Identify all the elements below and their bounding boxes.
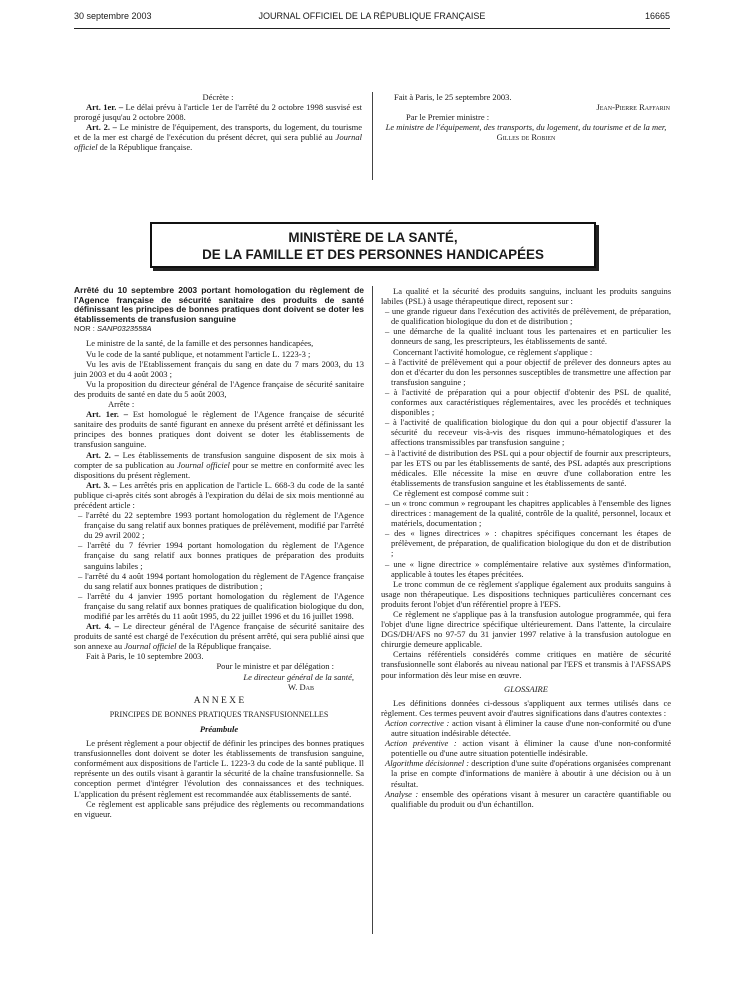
definition: Action préventive : action visant à éliminer la cause d'une non-conformité potentielle ou d'une autre situation potentielle indésirable. [385, 738, 672, 759]
decrete: Décrète : [202, 92, 234, 102]
ministry-box [150, 222, 596, 268]
autologue: Ce règlement ne s'applique pas à la transfusion autologue programmée, qui fera l'objet d'une ligne directrice spécifique ultérieurement. Dans l'attente, la circulaire DGS/DH/AFS no 97-57 du 31 janvier 1997 relative à la transfusion autologue en chirurgie demeure applicable. [381, 609, 671, 650]
top-right-column [382, 92, 670, 142]
article-3: Art. 3. – Les arrêtés pris en application de l'article L. 668-3 du code de la santé publique ci-après cités sont abrogés à l'expiration du délai de six mois mentionné au précédent article : [74, 479, 364, 510]
decree-par: Par le Premier ministre : [406, 112, 490, 123]
list-item: – un « tronc commun » regroupant les chapitres applicables à l'ensemble des lignes directrices : management de la qualité, contrôle de la qualité, personnel, locaux et matériels, documentation ; [385, 497, 671, 529]
page-header [74, 11, 670, 27]
main-column-divider [372, 286, 373, 934]
referentiels: Certains référentiels considérés comme critiques en matière de sécurité transfusionnelle sont élaborés au niveau national par l'EFS et transmis à l'AFSSAPS pour information dès leur mise en œuvre. [381, 649, 671, 680]
definition: Action corrective : action visant à éliminer la cause d'une non-conformité ou d'une autre situation indésirable détectée. [385, 717, 672, 739]
list-item: – l'arrêté du 4 janvier 1995 portant homologation du règlement de l'Agence française du sang relatif aux bonnes pratiques de qualification biologique du don, modifié par les arrêtés du 11 août 1995, du 22 juillet 1996 et du 16 juillet 1998. [78, 590, 364, 621]
ministry-line-1: MINISTÈRE DE LA SANTÉ, [288, 230, 458, 245]
list-item: – une grande rigueur dans l'exécution des activités de prélèvement, de préparation, de qualification biologique du don et de distribution ; [385, 306, 671, 327]
decree-fait: Fait à Paris, le 25 septembre 2003. [394, 92, 512, 102]
header-rule [74, 28, 670, 29]
list-item: – l'arrêté du 4 août 1994 portant homologation du règlement de l'Agence française du sang relatif aux bonnes pratiques de distribution ; [78, 570, 364, 591]
visa-1: Vu le code de la santé publique, et notamment l'article L. 1223-3 ; [86, 348, 311, 359]
list-item: – à l'activité de distribution des PSL qui a pour objectif de fournir aux prescripteurs, par les ETS ou par les établissements de santé, des PSL adaptés aux prescriptions médicales. Elle nécessite la mise en œuvre d'une collaboration entre les établissements de transfusion sanguine et les établissements de santé. [385, 447, 671, 488]
list-item: – une « ligne directrice » complémentaire relative aux systèmes d'information, applicable à toutes les étapes précitées. [385, 558, 671, 579]
top-column-divider [372, 92, 373, 180]
preambule-heading: Préambule [199, 723, 239, 734]
article-1: Art. 1er. – Est homologué le règlement de l'Agence française de sécurité sanitaire des produits de santé figurant en annexe du présent arrêté et définissant les principes des bonnes pratiques dont doivent se doter les établissements de transfusion sanguine. [74, 409, 364, 450]
director-title: Le directeur général de la santé, [243, 671, 354, 682]
preamble-minister: Le ministre de la santé, de la famille et des personnes handicapées, [86, 338, 314, 349]
list-item: – une démarche de la qualité incluant tous les partenaires et en particulier les donneurs de sang, les prescripteurs, les établissements de santé. [385, 326, 671, 347]
decree-minister: Le ministre de l'équipement, des transports, du logement, du tourisme et de la mer, [385, 122, 667, 133]
list-item: – des « lignes directrices » : chapitres spécifiques concernant les étapes de prélèvement, de préparation, de qualification biologique du don et de distribution ; [385, 528, 671, 559]
ministry-line-2: DE LA FAMILLE ET DES PERSONNES HANDICAPÉES [202, 247, 544, 262]
article-2: Art. 2. – Les établissements de transfusion sanguine disposent de six mois à compter de sa publication au Journal officiel pour se mettre en conformité avec les dispositions du présent règlement. [74, 449, 365, 480]
article-4: Art. 4. – Le directeur général de l'Agence française de sécurité sanitaire des produits de santé est chargé de l'exécution du présent arrêté, qui sera publié ainsi que son annexe au Journal officiel de la République française. [74, 621, 365, 652]
activity-intro: Concernant l'activité homologue, ce règlement s'applique : [393, 346, 593, 357]
composition-intro: Ce règlement est composé comme suit : [393, 487, 529, 498]
visa-3: Vu la proposition du directeur général de l'Agence française de sécurité sanitaire des produits de santé en date du 5 août 2003, [74, 378, 364, 399]
glossaire-intro: Les définitions données ci-dessous s'appliquent aux termes utilisés dans ce règlement. Ces termes peuvent avoir d'autres significations dans d'autres contextes : [381, 697, 671, 718]
list-item: – à l'activité de prélèvement qui a pour objectif de prélever des donneurs aptes au don et d'écarter du don les personnes susceptibles de transmettre une affection par transfusion sanguine ; [385, 356, 671, 387]
list-item: – à l'activité de qualification biologique du don qui a pour objectif d'assurer la sécurité du receveur vis-à-vis des risques immuno-hématologiques et des affections transmissibles par transfusion sanguine ; [385, 417, 671, 448]
top-left-column [74, 92, 362, 153]
director-name: W. Dab [288, 681, 314, 692]
preambule-p1: Le présent règlement a pour objectif de définir les principes des bonnes pratiques transfusionnelles dont doivent se doter les établissements de transfusion sanguine, conformément aux dispositions de l'article L. 1223-3 du code de la santé publique. Il représente un des outils visant à garantir la sécurité de la chaîne transfusionnelle. Sa conception permet d'intégrer l'évolution des connaissances et des techniques. L'application du présent règlement est recommandée aux établissements de santé. [74, 738, 364, 799]
principes-heading: PRINCIPES DE BONNES PRATIQUES TRANSFUSIONNELLES [109, 709, 329, 719]
header-journal: JOURNAL OFFICIEL DE LA RÉPUBLIQUE FRANÇAISE [258, 11, 486, 21]
delegation: Pour le ministre et par délégation : [216, 661, 334, 672]
header-page-number: 16665 [644, 11, 670, 21]
arrete-fait: Fait à Paris, le 10 septembre 2003. [86, 651, 204, 662]
left-column [74, 286, 364, 819]
tronc-commun: Le tronc commun de ce règlement s'applique également aux produits sanguins à usage non thérapeutique. Les dispositions techniques particulières concernant ces produits feront l'objet d'un référentiel propre à l'EFS. [381, 578, 671, 609]
definition: Algorithme décisionnel : description d'une suite d'opérations organisées comprenant la prise en compte d'informations de manière à aboutir à une décision ou à un résultat. [385, 758, 671, 789]
annexe-heading: A N N E X E [193, 695, 245, 706]
decree-article-1: Art. 1er. – Le délai prévu à l'article 1er de l'arrêté du 2 octobre 1998 susvisé est prorogé jusqu'au 2 octobre 2008. [74, 102, 362, 123]
decree-minister-name: Gilles de Robien [496, 132, 556, 143]
right-column [381, 286, 671, 809]
arrete-label: Arrête : [108, 399, 135, 410]
visa-2: Vu les avis de l'Etablissement français du sang en date du 7 mars 2003, du 13 juin 2003 et du 4 août 2003 ; [74, 358, 364, 379]
decree-article-2: Art. 2. – Le ministre de l'équipement, des transports, du logement, du tourisme et de la mer est chargé de l'exécution du présent décret, qui sera publié au Journal officiel de la République française. [74, 122, 363, 153]
arrete-title: Arrêté du 10 septembre 2003 portant homologation du règlement de l'Agence française de sécurité sanitaire des produits de santé définissant les principes de bonnes pratiques dont doivent se doter les établissements de transfusion sanguine [74, 285, 364, 324]
header-date: 30 septembre 2003 [74, 11, 152, 21]
preambule-p2: Ce règlement est applicable sans préjudice des règlements ou recommandations en vigueur. [74, 798, 364, 819]
list-item: – à l'activité de préparation qui a pour objectif d'obtenir des PSL de qualité, conformes aux caractéristiques réglementaires, avec les procédés et techniques disponibles ; [385, 386, 671, 418]
decree-signatory: Jean-Pierre Raffarin [596, 102, 670, 113]
definition: Analyse : ensemble des opérations visant à mesurer un caractère quantifiable ou qualifiable du produit ou d'un échantillon. [385, 788, 672, 809]
list-item: – l'arrêté du 7 février 1994 portant homologation du règlement de l'Agence française du sang relatif aux bonnes pratiques de préparation des produits sanguins labiles ; [78, 540, 364, 571]
list-item: – l'arrêté du 22 septembre 1993 portant homologation du règlement de l'Agence française du sang relatif aux bonnes pratiques de prélèvement, modifié par l'arrêté du 29 avril 2002 ; [78, 510, 364, 541]
quality-intro: La qualité et la sécurité des produits sanguins, incluant les produits sanguins labiles (PSL) à usage thérapeutique direct, reposent sur : [381, 286, 671, 307]
glossaire-heading: GLOSSAIRE [504, 683, 548, 694]
nor-reference: NOR : SANP0323558A [74, 324, 152, 334]
